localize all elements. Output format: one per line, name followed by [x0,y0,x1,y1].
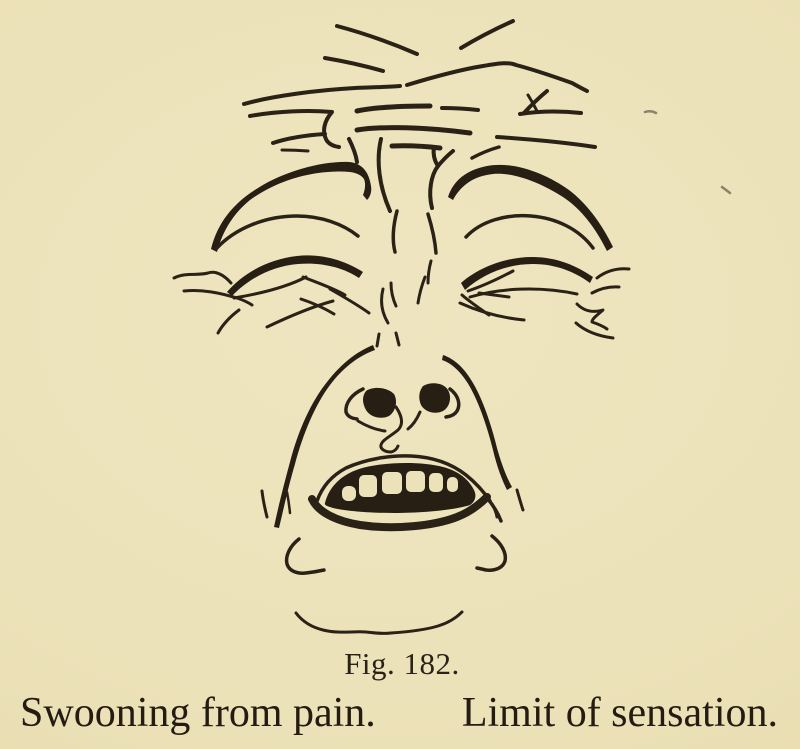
right-eyebrow [448,165,613,251]
left-closed-eye [227,255,363,296]
caption-left: Swooning from pain. [20,690,376,736]
eyes [174,216,629,338]
nose-bridge-wrinkles [377,261,431,346]
lower-lid-lines [234,271,577,320]
figure-caption: Fig. 182. [344,646,460,681]
mouth [262,456,523,527]
eyebrows [211,162,613,252]
left-eyebrow [211,162,371,252]
right-nostril [419,383,450,413]
caption-row [20,692,778,734]
caption-right: Limit of sensation. [461,690,778,736]
chin [287,536,506,633]
right-crows-feet [576,269,629,338]
right-nasolabial-line [442,355,512,490]
left-nostril [363,388,396,418]
eyelid-folds [216,216,593,249]
